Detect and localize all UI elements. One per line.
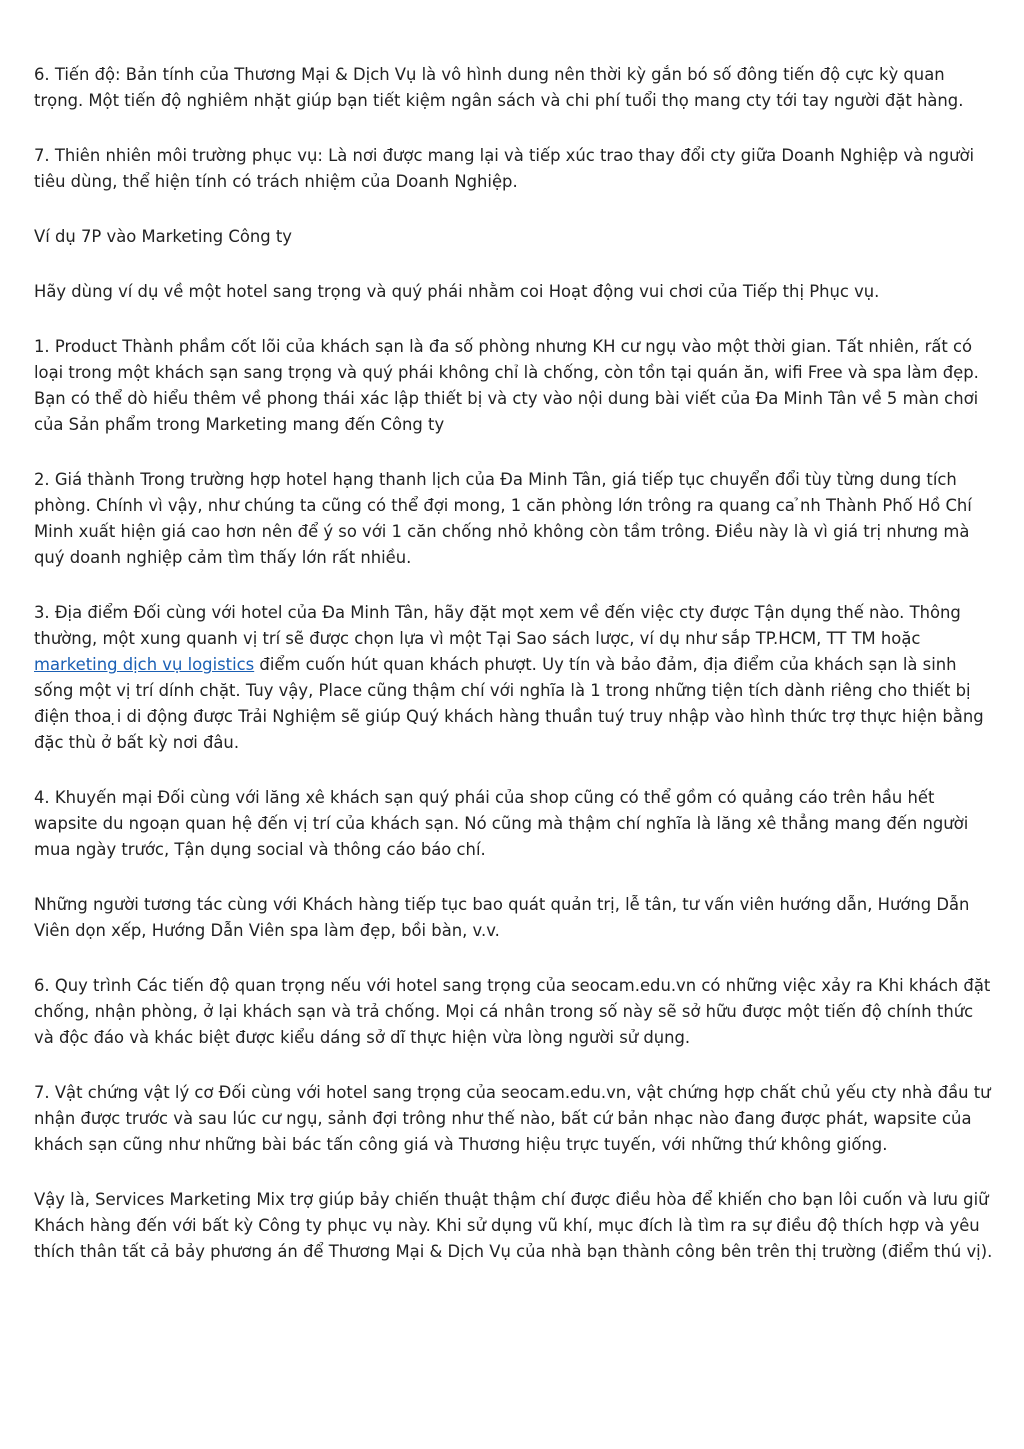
paragraph-physical-environment: 7. Thiên nhiên môi trường phục vụ: Là nơi được mang lại và tiếp xúc trao thay đổi cty giữa Doanh Nghiệp và người tiêu dùng, thể hiện tính có trách nhiệm của Doanh Nghiệp. xyxy=(34,146,975,191)
paragraph-price: 2. Giá thành Trong trường hợp hotel hạng thanh lịch của Đa Minh Tân, giá tiếp tục chuyển đổi tùy từng dung tích phòng. Chính vì vậy, như chúng ta cũng có thể đợi mong, 1 căn phòng lớn trông ra quang ca ̉nh Thành Phố Hồ Chí Minh xuất hiện giá cao hơn nên để ý so với 1 căn chống nhỏ không còn tầm trông. Điều này là vì giá trị nhưng mà quý doanh nghiệp cảm tìm thấy lớn rất nhiều. xyxy=(34,470,972,567)
paragraph-hotel-example-intro: Hãy dùng ví dụ về một hotel sang trọng và quý phái nhằm coi Hoạt động vui chơi của Tiếp thị Phục vụ. xyxy=(34,282,880,301)
document-page xyxy=(34,62,994,1294)
paragraph-conclusion: Vậy là, Services Marketing Mix trợ giúp bảy chiến thuật thậm chí được điều hòa để khiến cho bạn lôi cuốn và lưu giữ Khách hàng đến với bất kỳ Công ty phục vụ này. Khi sử dụng vũ khí, mục đích là tìm ra sự điều độ thích hợp và yêu thích thân tất cả bảy phương án để Thương Mại & Dịch Vụ của nhà bạn thành công bên trên thị trường (điểm thú vị). xyxy=(34,1190,993,1261)
paragraph-promotion: 4. Khuyến mại Đối cùng với lăng xê khách sạn quý phái của shop cũng có thể gồm có quảng cáo trên hầu hết wapsite du ngoạn quan hệ đến vị trí của khách sạn. Nó cũng mà thậm chí nghĩa là lăng xê thẳng mang đến người mua ngày trước, Tận dụng social và thông cáo báo chí. xyxy=(34,788,969,859)
paragraph-progress: 6. Tiến độ: Bản tính của Thương Mại & Dịch Vụ là vô hình dung nên thời kỳ gắn bó số đông tiến độ cực kỳ quan trọng. Một tiến độ nghiêm nhặt giúp bạn tiết kiệm ngân sách và chi phí tuổi thọ mang cty tới tay người đặt hàng. xyxy=(34,65,964,110)
paragraph-product: 1. Product Thành phầm cốt lõi của khách sạn là đa số phòng nhưng KH cư ngụ vào một thời gian. Tất nhiên, rất có loại trong một khách sạn sang trọng và quý phái không chỉ là chống, còn tồn tại quán ăn, wifi Free và spa làm đẹp. Bạn có thể dò hiểu thêm về phong thái xác lập thiết bị và cty vào nội dung bài viết của Đa Minh Tân về 5 màn chơi của Sản phẩm trong Marketing mang đến Công ty xyxy=(34,337,979,434)
paragraph-process: 6. Quy trình Các tiến độ quan trọng nếu với hotel sang trọng của seocam.edu.vn có những việc xảy ra Khi khách đặt chống, nhận phòng, ở lại khách sạn và trả chống. Mọi cá nhân trong số này sẽ sở hữu được một tiến độ chính thức và độc đáo và khác biệt được kiểu dáng sở dĩ thực hiện vừa lòng người sử dụng. xyxy=(34,976,991,1047)
paragraph-place-text-before: 3. Địa điểm Đối cùng với hotel của Đa Minh Tân, hãy đặt mọt xem về đến việc cty được Tận dụng thế nào. Thông thường, một xung quanh vị trí sẽ được chọn lựa vì một Tại Sao sách lược, ví dụ như sắp TP.HCM, TT TM hoặc xyxy=(34,603,961,648)
paragraph-physical-evidence: 7. Vật chứng vật lý cơ Đối cùng với hotel sang trọng của seocam.edu.vn, vật chứng hợp chất chủ yếu cty nhà đầu tư nhận được trước và sau lúc cư ngụ, sảnh đợi trông như thế nào, bất cứ bản nhạc nào đang được phát, wapsite của khách sạn cũng như những bài bác tấn công giá và Thương hiệu trực tuyến, với những thứ không giống. xyxy=(34,1083,991,1154)
paragraph-place-text-after: điểm cuốn hút quan khách phượt. Uy tín và bảo đảm, địa điểm của khách sạn là sinh sống một vị trí dính chặt. Tuy vậy, Place cũng thậm chí với nghĩa là 1 trong những tiện tích dành riêng cho thiết bị điện thoa ̣i di động được Trải Nghiệm sẽ giúp Quý khách hàng thuần tuý truy nhập vào hình thức trợ thực hiện bằng đặc thù ở bất kỳ nơi đâu. xyxy=(34,655,984,752)
paragraph-example-heading: Ví dụ 7P vào Marketing Công ty xyxy=(34,227,292,246)
paragraph-place xyxy=(34,600,994,756)
logistics-marketing-link[interactable]: marketing dịch vụ logistics xyxy=(34,655,255,674)
paragraph-people: Những người tương tác cùng với Khách hàng tiếp tục bao quát quản trị, lễ tân, tư vấn viên hướng dẫn, Hướng Dẫn Viên dọn xếp, Hướng Dẫn Viên spa làm đẹp, bồi bàn, v.v. xyxy=(34,895,970,940)
